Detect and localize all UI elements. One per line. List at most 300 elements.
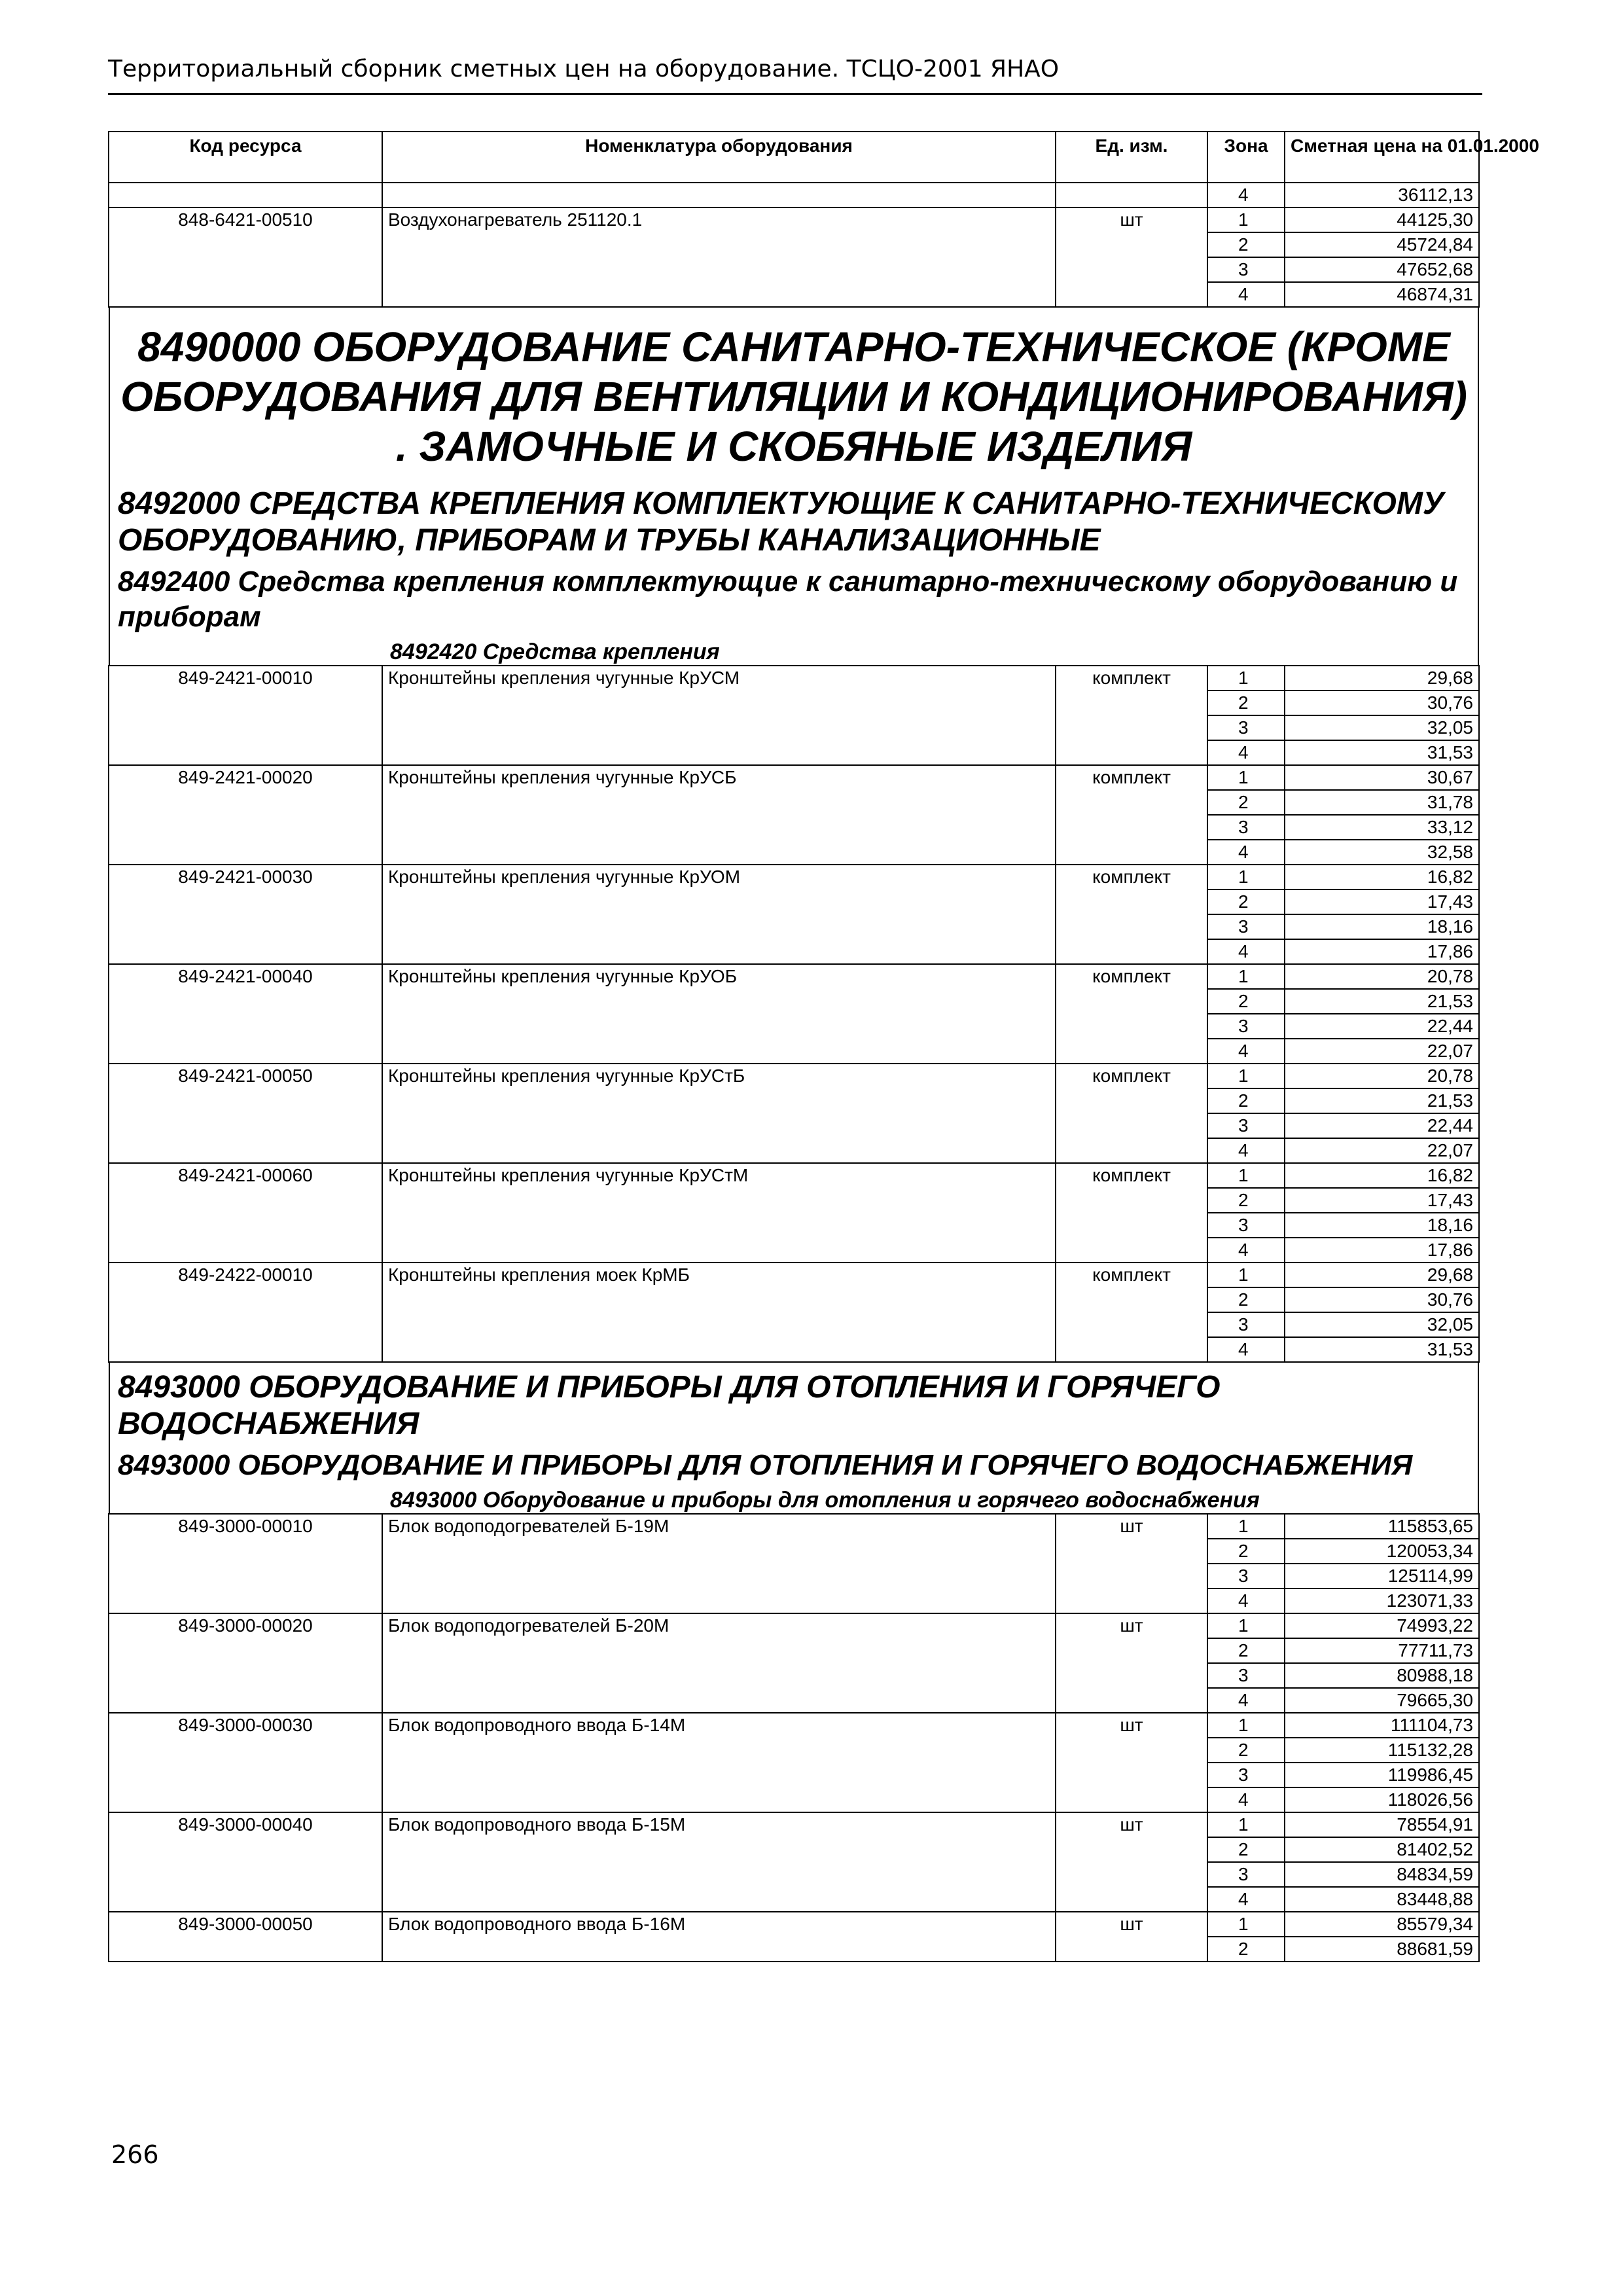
resource-code-empty — [109, 740, 382, 765]
column-header-price — [1285, 132, 1539, 183]
resource-code-empty — [109, 1039, 382, 1064]
zone-cell: 1 — [1207, 1713, 1285, 1738]
equipment-name-empty — [382, 1539, 1056, 1564]
equipment-name-empty — [382, 691, 1056, 715]
table-row — [109, 1113, 1479, 1138]
table-row — [109, 865, 1479, 889]
unit-of-measure: комплект — [1056, 964, 1207, 989]
resource-code-empty — [109, 1663, 382, 1688]
zone-cell: 4 — [1207, 282, 1285, 307]
resource-code-empty — [109, 1312, 382, 1337]
equipment-name-empty — [382, 1138, 1056, 1163]
zone-cell: 4 — [1207, 939, 1285, 964]
equipment-name-empty — [382, 939, 1056, 964]
section-row — [109, 307, 1479, 479]
price-cell: 29,68 — [1285, 666, 1479, 691]
unit-of-measure — [1056, 183, 1207, 207]
zone-cell: 4 — [1207, 1138, 1285, 1163]
resource-code-empty — [109, 1937, 382, 1962]
zone-cell: 2 — [1207, 691, 1285, 715]
unit-of-measure: шт — [1056, 1514, 1207, 1539]
equipment-name-empty — [382, 1937, 1056, 1962]
equipment-name-empty — [382, 1588, 1056, 1613]
resource-code-empty — [109, 1588, 382, 1613]
resource-code-empty — [109, 1763, 382, 1787]
table-row — [109, 232, 1479, 257]
unit-of-measure-empty — [1056, 282, 1207, 307]
group-heading: 8493000 ОБОРУДОВАНИЕ И ПРИБОРЫ ДЛЯ ОТОПЛЕНИЯ И ГОРЯЧЕГО ВОДОСНАБЖЕНИЯ — [109, 1363, 1479, 1443]
table-row — [109, 1188, 1479, 1213]
table-row — [109, 1014, 1479, 1039]
price-cell: 31,53 — [1285, 740, 1479, 765]
column-header-price-text: Сметная цена на 01.01.2000 — [1291, 135, 1539, 156]
equipment-name-empty — [382, 1837, 1056, 1862]
unit-of-measure: шт — [1056, 1713, 1207, 1738]
price-cell: 21,53 — [1285, 989, 1479, 1014]
equipment-name: Кронштейны крепления чугунные КрУСБ — [382, 765, 1056, 790]
zone-cell: 4 — [1207, 1787, 1285, 1812]
zone-cell: 2 — [1207, 1937, 1285, 1962]
table-row — [109, 1638, 1479, 1663]
section-cell — [109, 559, 1479, 635]
price-cell: 22,07 — [1285, 1138, 1479, 1163]
equipment-name-empty — [382, 1862, 1056, 1887]
unit-of-measure-empty — [1056, 1188, 1207, 1213]
price-cell: 80988,18 — [1285, 1663, 1479, 1688]
table-row — [109, 840, 1479, 865]
zone-cell: 2 — [1207, 1088, 1285, 1113]
equipment-name-empty — [382, 790, 1056, 815]
zone-cell: 4 — [1207, 183, 1285, 207]
section-cell — [109, 1443, 1479, 1483]
resource-code-empty — [109, 1238, 382, 1263]
price-cell: 79665,30 — [1285, 1688, 1479, 1713]
resource-code-empty — [109, 1738, 382, 1763]
resource-code: 849-2421-00040 — [109, 964, 382, 989]
section-cell — [109, 635, 1479, 666]
table-row — [109, 939, 1479, 964]
zone-cell: 4 — [1207, 840, 1285, 865]
table-row — [109, 1663, 1479, 1688]
unit-of-measure-empty — [1056, 1564, 1207, 1588]
table-row — [109, 1337, 1479, 1362]
section-cell — [109, 1362, 1479, 1443]
table-row — [109, 1613, 1479, 1638]
price-cell: 20,78 — [1285, 1064, 1479, 1088]
table-row — [109, 914, 1479, 939]
table-row — [109, 282, 1479, 307]
price-cell: 88681,59 — [1285, 1937, 1479, 1962]
zone-cell: 3 — [1207, 1663, 1285, 1688]
equipment-name-empty — [382, 282, 1056, 307]
equipment-name: Кронштейны крепления чугунные КрУСтМ — [382, 1163, 1056, 1188]
equipment-name-empty — [382, 740, 1056, 765]
price-cell: 22,44 — [1285, 1014, 1479, 1039]
table-row — [109, 1539, 1479, 1564]
table-row — [109, 1937, 1479, 1962]
zone-cell: 4 — [1207, 1238, 1285, 1263]
resource-code-empty — [109, 715, 382, 740]
zone-cell: 3 — [1207, 914, 1285, 939]
resource-code-empty — [109, 1088, 382, 1113]
unit-of-measure: шт — [1056, 1613, 1207, 1638]
resource-code-empty — [109, 1014, 382, 1039]
price-cell: 123071,33 — [1285, 1588, 1479, 1613]
equipment-name-empty — [382, 257, 1056, 282]
equipment-name-empty — [382, 1763, 1056, 1787]
unit-of-measure: шт — [1056, 1812, 1207, 1837]
price-cell: 30,76 — [1285, 1287, 1479, 1312]
unit-of-measure-empty — [1056, 790, 1207, 815]
resource-code: 849-2422-00010 — [109, 1263, 382, 1287]
price-cell: 46874,31 — [1285, 282, 1479, 307]
price-cell: 20,78 — [1285, 964, 1479, 989]
table-row — [109, 1564, 1479, 1588]
unit-of-measure-empty — [1056, 1887, 1207, 1912]
resource-code-empty — [109, 1862, 382, 1887]
price-cell: 115853,65 — [1285, 1514, 1479, 1539]
zone-cell: 3 — [1207, 1014, 1285, 1039]
equipment-name-empty — [382, 1638, 1056, 1663]
zone-cell: 3 — [1207, 1564, 1285, 1588]
equipment-name: Блок водоподогревателей Б-19М — [382, 1514, 1056, 1539]
table-row — [109, 1763, 1479, 1787]
table-row — [109, 691, 1479, 715]
price-cell: 17,86 — [1285, 1238, 1479, 1263]
table-row — [109, 183, 1479, 207]
equipment-name-empty — [382, 1039, 1056, 1064]
resource-code: 849-2421-00060 — [109, 1163, 382, 1188]
resource-code-empty — [109, 1837, 382, 1862]
price-cell: 84834,59 — [1285, 1862, 1479, 1887]
table-row — [109, 1588, 1479, 1613]
subgroup-heading: 8492400 Средства крепления комплектующие к санитарно-техническому оборудованию и приборам — [109, 559, 1479, 635]
equipment-name-empty — [382, 1312, 1056, 1337]
equipment-name-empty — [382, 1188, 1056, 1213]
resource-code-empty — [109, 939, 382, 964]
unit-of-measure: шт — [1056, 1912, 1207, 1937]
document-header: Территориальный сборник сметных цен на оборудование. ТСЦО-2001 ЯНАО — [108, 50, 1482, 95]
zone-cell: 2 — [1207, 1638, 1285, 1663]
zone-cell: 1 — [1207, 865, 1285, 889]
zone-cell: 3 — [1207, 715, 1285, 740]
zone-cell: 2 — [1207, 1738, 1285, 1763]
price-cell: 21,53 — [1285, 1088, 1479, 1113]
equipment-name-empty — [382, 1088, 1056, 1113]
table-row — [109, 1138, 1479, 1163]
resource-code-empty — [109, 1887, 382, 1912]
resource-code-empty — [109, 1188, 382, 1213]
class-heading: 8492420 Средства крепления — [109, 635, 1479, 665]
resource-code-empty — [109, 840, 382, 865]
page-number: 266 — [111, 2140, 159, 2169]
equipment-name: Блок водопроводного ввода Б-16М — [382, 1912, 1056, 1937]
unit-of-measure-empty — [1056, 715, 1207, 740]
resource-code-empty — [109, 1539, 382, 1564]
price-cell: 33,12 — [1285, 815, 1479, 840]
equipment-name-empty — [382, 1213, 1056, 1238]
section-row — [109, 1362, 1479, 1443]
table-row — [109, 1738, 1479, 1763]
table-body — [109, 183, 1479, 1962]
table-row — [109, 1787, 1479, 1812]
resource-code: 849-2421-00050 — [109, 1064, 382, 1088]
price-cell: 31,53 — [1285, 1337, 1479, 1362]
unit-of-measure-empty — [1056, 1138, 1207, 1163]
price-cell: 115132,28 — [1285, 1738, 1479, 1763]
table-row — [109, 1263, 1479, 1287]
price-cell: 18,16 — [1285, 914, 1479, 939]
price-cell: 77711,73 — [1285, 1638, 1479, 1663]
price-cell: 85579,34 — [1285, 1912, 1479, 1937]
unit-of-measure-empty — [1056, 691, 1207, 715]
zone-cell: 4 — [1207, 1588, 1285, 1613]
unit-of-measure-empty — [1056, 232, 1207, 257]
equipment-name: Блок водоподогревателей Б-20М — [382, 1613, 1056, 1638]
zone-cell: 1 — [1207, 1613, 1285, 1638]
unit-of-measure-empty — [1056, 914, 1207, 939]
resource-code-empty — [109, 790, 382, 815]
table-row — [109, 1514, 1479, 1539]
price-cell: 17,43 — [1285, 889, 1479, 914]
equipment-name-empty — [382, 914, 1056, 939]
unit-of-measure-empty — [1056, 740, 1207, 765]
unit-of-measure-empty — [1056, 1763, 1207, 1787]
resource-code-empty — [109, 1787, 382, 1812]
equipment-name-empty — [382, 715, 1056, 740]
class-heading: 8493000 Оборудование и приборы для отопления и горячего водоснабжения — [109, 1483, 1479, 1513]
section-cell — [109, 307, 1479, 479]
resource-code-empty — [109, 232, 382, 257]
unit-of-measure-empty — [1056, 1113, 1207, 1138]
price-cell: 17,43 — [1285, 1188, 1479, 1213]
zone-cell: 2 — [1207, 1837, 1285, 1862]
zone-cell: 1 — [1207, 1064, 1285, 1088]
zone-cell: 1 — [1207, 1514, 1285, 1539]
unit-of-measure-empty — [1056, 1638, 1207, 1663]
zone-cell: 1 — [1207, 1263, 1285, 1287]
price-cell: 30,76 — [1285, 691, 1479, 715]
unit-of-measure-empty — [1056, 1088, 1207, 1113]
equipment-name-empty — [382, 1113, 1056, 1138]
zone-cell: 2 — [1207, 1287, 1285, 1312]
zone-cell: 2 — [1207, 1188, 1285, 1213]
group-heading: 8492000 СРЕДСТВА КРЕПЛЕНИЯ КОМПЛЕКТУЮЩИЕ К САНИТАРНО-ТЕХНИЧЕСКОМУ ОБОРУДОВАНИЮ, ПРИБОРАМ И ТРУБЫ КАНАЛИЗАЦИОННЫЕ — [109, 479, 1479, 559]
section-cell — [109, 479, 1479, 559]
equipment-name: Воздухонагреватель 251120.1 — [382, 207, 1056, 232]
resource-code-empty — [109, 1564, 382, 1588]
zone-cell: 3 — [1207, 1113, 1285, 1138]
table-row — [109, 1287, 1479, 1312]
resource-code: 849-3000-00020 — [109, 1613, 382, 1638]
table-row — [109, 964, 1479, 989]
unit-of-measure: комплект — [1056, 1163, 1207, 1188]
unit-of-measure-empty — [1056, 889, 1207, 914]
table-row — [109, 1837, 1479, 1862]
zone-cell: 1 — [1207, 666, 1285, 691]
table-row — [109, 207, 1479, 232]
column-header-name: Номенклатура оборудования — [382, 132, 1056, 183]
table-row — [109, 815, 1479, 840]
equipment-name: Кронштейны крепления чугунные КрУОБ — [382, 964, 1056, 989]
table-row — [109, 1163, 1479, 1188]
equipment-name: Кронштейны крепления чугунные КрУСМ — [382, 666, 1056, 691]
unit-of-measure-empty — [1056, 989, 1207, 1014]
unit-of-measure-empty — [1056, 939, 1207, 964]
zone-cell: 1 — [1207, 1812, 1285, 1837]
section-heading: 8490000 ОБОРУДОВАНИЕ САНИТАРНО-ТЕХНИЧЕСКОЕ (КРОМЕ ОБОРУДОВАНИЯ ДЛЯ ВЕНТИЛЯЦИИ И КОНДИЦИОНИРОВАНИЯ) . ЗАМОЧНЫЕ И СКОБЯНЫЕ ИЗДЕЛИЯ — [109, 308, 1479, 479]
zone-cell: 1 — [1207, 964, 1285, 989]
resource-code-empty — [109, 989, 382, 1014]
price-cell: 119986,45 — [1285, 1763, 1479, 1787]
table-row — [109, 1238, 1479, 1263]
unit-of-measure-empty — [1056, 1937, 1207, 1962]
unit-of-measure: комплект — [1056, 1064, 1207, 1088]
table-row — [109, 1213, 1479, 1238]
equipment-name-empty — [382, 1787, 1056, 1812]
unit-of-measure-empty — [1056, 1312, 1207, 1337]
price-cell: 74993,22 — [1285, 1613, 1479, 1638]
unit-of-measure-empty — [1056, 1337, 1207, 1362]
equipment-name-empty — [382, 1287, 1056, 1312]
zone-cell: 4 — [1207, 1039, 1285, 1064]
zone-cell: 4 — [1207, 740, 1285, 765]
equipment-name: Блок водопроводного ввода Б-14М — [382, 1713, 1056, 1738]
resource-code-empty — [109, 1688, 382, 1713]
equipment-name-empty — [382, 1887, 1056, 1912]
unit-of-measure-empty — [1056, 1014, 1207, 1039]
price-cell: 120053,34 — [1285, 1539, 1479, 1564]
table-row — [109, 1064, 1479, 1088]
zone-cell: 2 — [1207, 889, 1285, 914]
table-row — [109, 666, 1479, 691]
resource-code-empty — [109, 1287, 382, 1312]
unit-of-measure: комплект — [1056, 1263, 1207, 1287]
zone-cell: 1 — [1207, 207, 1285, 232]
zone-cell: 4 — [1207, 1337, 1285, 1362]
price-cell: 18,16 — [1285, 1213, 1479, 1238]
equipment-name-empty — [382, 1688, 1056, 1713]
section-row — [109, 1443, 1479, 1483]
unit-of-measure: комплект — [1056, 765, 1207, 790]
unit-of-measure: комплект — [1056, 666, 1207, 691]
table-row — [109, 790, 1479, 815]
price-table — [108, 131, 1539, 1962]
equipment-name-empty — [382, 1238, 1056, 1263]
zone-cell: 3 — [1207, 1312, 1285, 1337]
equipment-name-empty — [382, 815, 1056, 840]
price-cell: 32,58 — [1285, 840, 1479, 865]
equipment-name-empty — [382, 1738, 1056, 1763]
unit-of-measure-empty — [1056, 1039, 1207, 1064]
price-cell: 81402,52 — [1285, 1837, 1479, 1862]
resource-code-empty — [109, 815, 382, 840]
zone-cell: 2 — [1207, 232, 1285, 257]
price-cell: 118026,56 — [1285, 1787, 1479, 1812]
zone-cell: 2 — [1207, 1539, 1285, 1564]
zone-cell: 3 — [1207, 1763, 1285, 1787]
resource-code: 848-6421-00510 — [109, 207, 382, 232]
table-row — [109, 1312, 1479, 1337]
equipment-name: Кронштейны крепления чугунные КрУОМ — [382, 865, 1056, 889]
section-row — [109, 1483, 1479, 1514]
resource-code-empty — [109, 1213, 382, 1238]
resource-code-empty — [109, 257, 382, 282]
zone-cell: 2 — [1207, 790, 1285, 815]
resource-code-empty — [109, 1138, 382, 1163]
resource-code: 849-3000-00010 — [109, 1514, 382, 1539]
table-row — [109, 740, 1479, 765]
unit-of-measure-empty — [1056, 257, 1207, 282]
subgroup-heading: 8493000 ОБОРУДОВАНИЕ И ПРИБОРЫ ДЛЯ ОТОПЛЕНИЯ И ГОРЯЧЕГО ВОДОСНАБЖЕНИЯ — [109, 1443, 1479, 1483]
zone-cell: 3 — [1207, 1862, 1285, 1887]
zone-cell: 1 — [1207, 765, 1285, 790]
unit-of-measure-empty — [1056, 1213, 1207, 1238]
equipment-name-empty — [382, 840, 1056, 865]
price-cell: 17,86 — [1285, 939, 1479, 964]
equipment-name-empty — [382, 989, 1056, 1014]
table-row — [109, 715, 1479, 740]
price-cell: 45724,84 — [1285, 232, 1479, 257]
unit-of-measure: шт — [1056, 207, 1207, 232]
zone-cell: 4 — [1207, 1887, 1285, 1912]
unit-of-measure-empty — [1056, 1837, 1207, 1862]
column-header-code: Код ресурса — [109, 132, 382, 183]
price-cell: 32,05 — [1285, 715, 1479, 740]
table-row — [109, 989, 1479, 1014]
equipment-name: Кронштейны крепления моек КрМБ — [382, 1263, 1056, 1287]
table-row — [109, 1088, 1479, 1113]
price-cell: 29,68 — [1285, 1263, 1479, 1287]
price-cell: 78554,91 — [1285, 1812, 1479, 1837]
price-cell: 125114,99 — [1285, 1564, 1479, 1588]
section-row — [109, 559, 1479, 635]
price-cell: 22,07 — [1285, 1039, 1479, 1064]
unit-of-measure-empty — [1056, 815, 1207, 840]
table-row — [109, 1862, 1479, 1887]
table-row — [109, 1039, 1479, 1064]
price-cell: 111104,73 — [1285, 1713, 1479, 1738]
equipment-name — [382, 183, 1056, 207]
unit-of-measure-empty — [1056, 1738, 1207, 1763]
price-cell: 30,67 — [1285, 765, 1479, 790]
resource-code-empty — [109, 1113, 382, 1138]
equipment-name: Блок водопроводного ввода Б-15М — [382, 1812, 1056, 1837]
unit-of-measure-empty — [1056, 1663, 1207, 1688]
resource-code-empty — [109, 282, 382, 307]
resource-code-empty — [109, 691, 382, 715]
resource-code — [109, 183, 382, 207]
column-header-unit: Ед. изм. — [1056, 132, 1207, 183]
zone-cell: 2 — [1207, 989, 1285, 1014]
equipment-name-empty — [382, 1663, 1056, 1688]
price-cell: 31,78 — [1285, 790, 1479, 815]
price-cell: 47652,68 — [1285, 257, 1479, 282]
table-row — [109, 1812, 1479, 1837]
unit-of-measure-empty — [1056, 1238, 1207, 1263]
zone-cell: 1 — [1207, 1163, 1285, 1188]
unit-of-measure-empty — [1056, 840, 1207, 865]
table-row — [109, 765, 1479, 790]
unit-of-measure-empty — [1056, 1862, 1207, 1887]
resource-code-empty — [109, 889, 382, 914]
equipment-name: Кронштейны крепления чугунные КрУСтБ — [382, 1064, 1056, 1088]
price-cell: 83448,88 — [1285, 1887, 1479, 1912]
unit-of-measure-empty — [1056, 1287, 1207, 1312]
equipment-name-empty — [382, 1337, 1056, 1362]
section-row — [109, 479, 1479, 559]
equipment-name-empty — [382, 889, 1056, 914]
